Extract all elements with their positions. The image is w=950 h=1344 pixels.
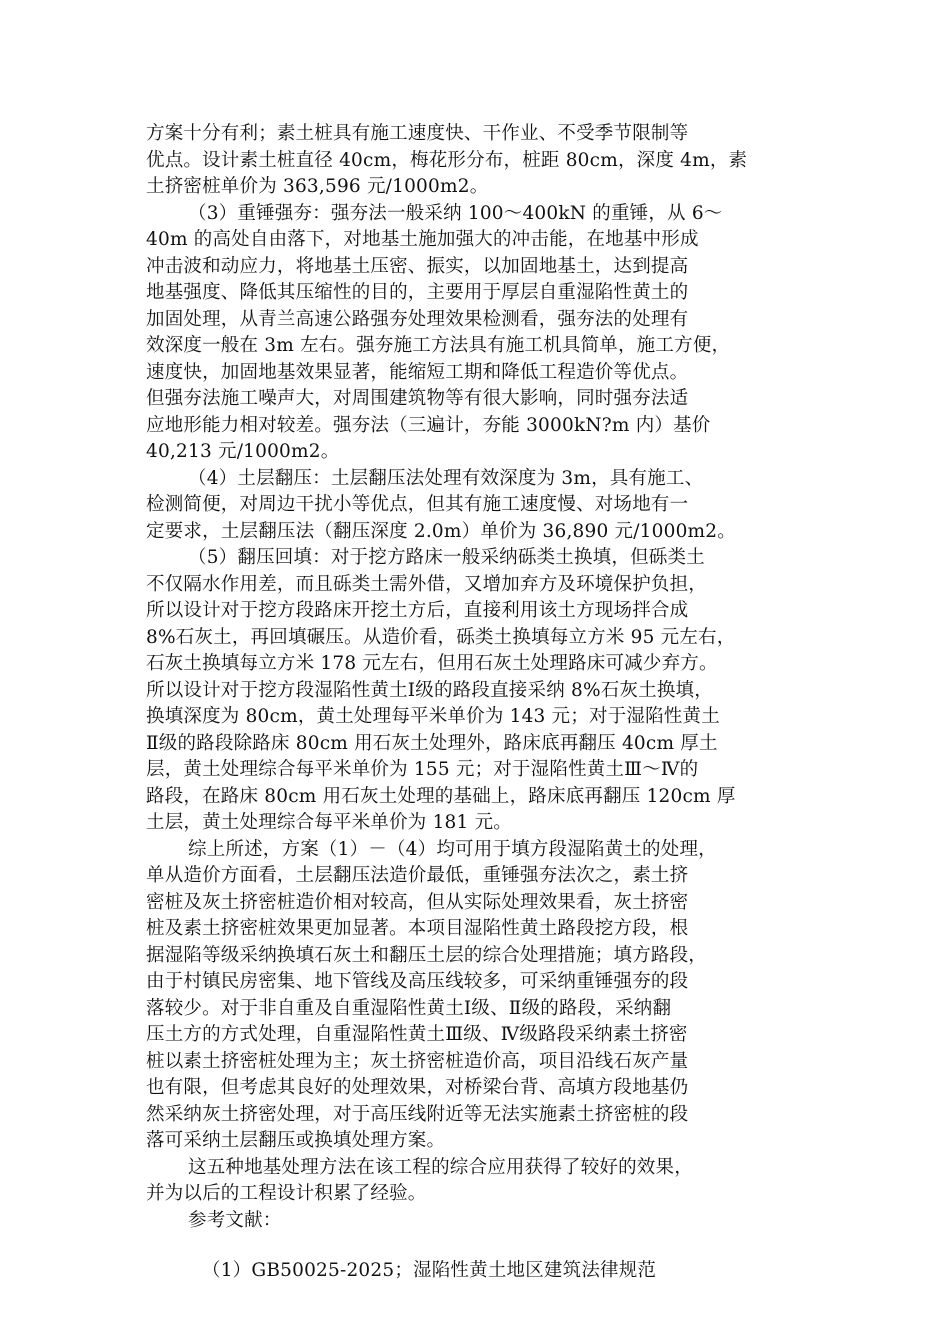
paragraph-heading-4: （4）土层翻压：土层翻压法处理有效深度为 3m，具有施工、 (188, 467, 704, 489)
text-line: 也有限，但考虑其良好的处理效果，对桥梁台背、高填方段地基仍 (146, 1077, 689, 1098)
text-line: 所以设计对于挖方段湿陷性黄土Ⅰ级的路段直接采纳 8%石灰土换填， (146, 679, 713, 701)
text-line: 并为以后的工程设计积累了经验。 (146, 1183, 427, 1204)
text-line: 据湿陷等级采纳换填石灰土和翻压土层的综合处理措施；填方路段， (146, 944, 708, 966)
text-line: 由于村镇民房密集、地下管线及高压线较多，可采纳重锤强夯的段 (146, 971, 689, 992)
document-body (146, 121, 811, 1285)
text-line: 桩及素土挤密桩效果更加显著。本项目湿陷性黄土路段挖方段，根 (146, 918, 689, 939)
conclusion-paragraph-start: 这五种地基处理方法在该工程的综合应用获得了较好的效果， (188, 1156, 693, 1178)
text-line: 层，黄土处理综合每平米单价为 155 元；对于湿陷性黄土Ⅲ～Ⅳ的 (146, 759, 699, 780)
text-line: 所以设计对于挖方段路床开挖土方后，直接利用该土方现场拌合成 (146, 600, 689, 621)
text-line: Ⅱ级的路段除路床 80cm 用石灰土处理外，路床底再翻压 40cm 厚土 (146, 732, 718, 754)
text-line: 应地形能力相对较差。强夯法（三遍计，夯能 3000kN?m 内）基价 (146, 414, 711, 436)
text-line: 然采纳灰土挤密处理，对于高压线附近等无法实施素土挤密桩的段 (146, 1103, 689, 1125)
text-line: 加固处理，从青兰高速公路强夯处理效果检测看，强夯法的处理有 (146, 308, 689, 330)
text-line: 落较少。对于非自重及自重湿陷性黄土Ⅰ级、Ⅱ级的路段，采纳翻 (146, 997, 672, 1019)
paragraph-heading-5: （5）翻压回填：对于挖方路床一般采纳砾类土换填，但砾类土 (188, 547, 705, 568)
text-line: 但强夯法施工噪声大，对周围建筑物等有很大影响，同时强夯法适 (146, 388, 689, 409)
text-line: 落可采纳土层翻压或换填处理方案。 (146, 1130, 446, 1151)
text-line: 地基强度、降低其压缩性的目的，主要用于厚层自重湿陷性黄土的 (146, 282, 689, 303)
text-line: 检测简便，对周边干扰小等优点，但其有施工速度慢、对场地有一 (146, 494, 689, 515)
text-line: 冲击波和动应力，将地基土压密、振实，以加固地基土，达到提高 (146, 255, 689, 277)
text-line: 桩以素土挤密桩处理为主；灰土挤密桩造价高，项目沿线石灰产量 (146, 1050, 689, 1072)
text-line: 速度快，加固地基效果显著，能缩短工期和降低工程造价等优点。 (146, 361, 689, 383)
reference-item: （1）GB50025-2025；湿陷性黄土地区建筑法律规范 (202, 1260, 657, 1281)
text-line: 压土方的方式处理，自重湿陷性黄土Ⅲ级、Ⅳ级路段采纳素土挤密 (146, 1024, 688, 1045)
references-heading: 参考文献： (188, 1209, 282, 1231)
text-line: 8%石灰土，再回填碾压。从造价看，砾类土换填每立方米 95 元左右， (146, 626, 736, 648)
text-line: 优点。设计素土桩直径 40cm，梅花形分布，桩距 80cm，深度 4m，素 (146, 149, 748, 171)
references-list (146, 1258, 811, 1285)
text-line: 路段，在路床 80cm 用石灰土处理的基础上，路床底再翻压 120cm 厚 (146, 785, 736, 807)
paragraph-heading-3: （3）重锤强夯：强夯法一般采纳 100～400kN 的重锤，从 6～ (188, 202, 723, 224)
text-line: 效深度一般在 3m 左右。强夯施工方法具有施工机具简单，施工方便， (146, 335, 731, 356)
text-line: 定要求，土层翻压法（翻压深度 2.0m）单价为 36,890 元/1000m2。 (146, 520, 736, 542)
text-line: 土层，黄土处理综合每平米单价为 181 元。 (146, 812, 512, 833)
text-line: 40m 的高处自由落下，对地基土施加强大的冲击能，在地基中形成 (146, 229, 699, 250)
text-line: 不仅隔水作用差，而且砾类土需外借，又增加弃方及环境保护负担， (146, 573, 708, 595)
text-line: 密桩及灰土挤密桩造价相对较高，但从实际处理效果看，灰土挤密 (146, 891, 689, 913)
text-line: 方案十分有利；素土桩具有施工速度快、干作业、不受季节限制等 (146, 123, 689, 144)
text-line: 土挤密桩单价为 363,596 元/1000m2。 (146, 176, 489, 197)
text-line: 换填深度为 80cm，黄土处理每平米单价为 143 元；对于湿陷性黄土 (146, 706, 720, 727)
text-line: 40,213 元/1000m2。 (146, 441, 340, 462)
text-line: 单从造价方面看，土层翻压法造价最低，重锤强夯法次之，素土挤 (146, 865, 689, 886)
text-line: 石灰土换填每立方米 178 元左右，但用石灰土处理路床可减少弃方。 (146, 653, 718, 674)
summary-paragraph-start: 综上所述，方案（1）－（4）均可用于填方段湿陷黄土的处理， (188, 838, 717, 860)
